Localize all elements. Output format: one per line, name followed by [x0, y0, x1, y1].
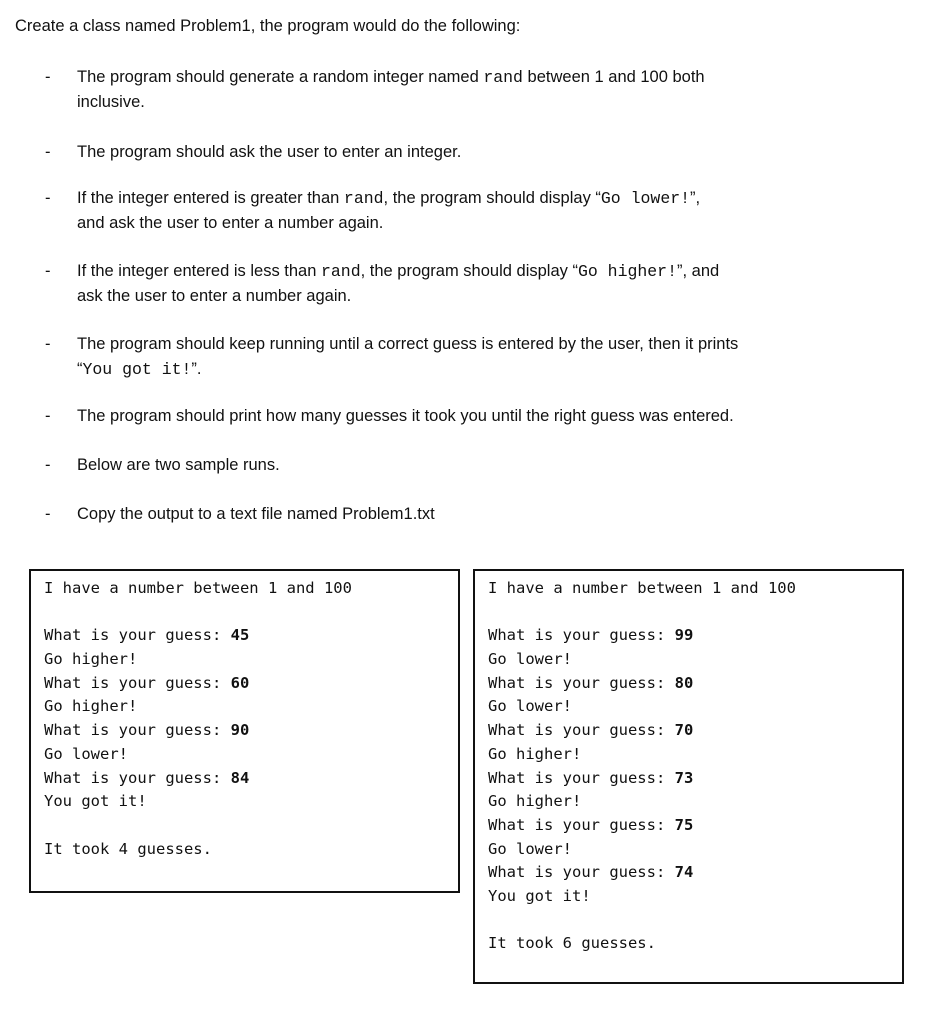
guess-line: [488, 814, 902, 838]
code-snippet: rand: [343, 189, 384, 208]
guess-value: 90: [230, 721, 250, 740]
list-item-text: [77, 332, 738, 381]
text-segment: inclusive.: [77, 92, 145, 111]
reply-line: Go higher!: [44, 650, 138, 669]
reply-line: You got it!: [44, 792, 147, 811]
run-summary: It took 4 guesses.: [44, 839, 212, 858]
list-item-text: [77, 65, 705, 114]
text-segment: , the program should display “: [383, 189, 601, 207]
text-segment: The program should print how many guesses it took you until the right guess was entered.: [77, 407, 734, 425]
reply-line: Go lower!: [44, 744, 128, 763]
guess-value: 74: [674, 863, 694, 882]
text-segment: , the program should display “: [360, 262, 578, 280]
text-line: [77, 259, 719, 284]
bullet-dash: -: [45, 68, 51, 86]
bullet-dash: -: [45, 456, 51, 474]
list-item-text: [77, 259, 719, 308]
text-segment: ”, and: [677, 262, 720, 280]
guess-line: [488, 624, 902, 648]
text-line: [77, 140, 461, 165]
sample-run-1: [29, 569, 460, 893]
text-line: [77, 357, 738, 382]
list-item-text: [77, 502, 435, 527]
reply-line: Go higher!: [488, 744, 582, 763]
bullet-dash: -: [45, 189, 51, 207]
text-line: [77, 502, 435, 527]
run-header: I have a number between 1 and 100: [488, 579, 796, 597]
text-segment: The program should keep running until a correct guess is entered by the user, then it prints: [77, 335, 739, 353]
text-line: [77, 284, 719, 309]
guess-value: 84: [230, 768, 250, 787]
guess-line: [488, 767, 902, 791]
guess-value: 99: [674, 626, 694, 645]
list-item-text: [77, 140, 461, 165]
bullet-dash: -: [45, 262, 51, 280]
guess-value: 70: [674, 721, 694, 740]
reply-line: Go higher!: [44, 697, 138, 716]
text-segment: If the integer entered is greater than: [77, 189, 344, 207]
guess-value: 80: [674, 673, 694, 692]
reply-line: Go higher!: [488, 792, 582, 811]
run-header: I have a number between 1 and 100: [44, 579, 352, 597]
text-line: [77, 211, 700, 236]
list-item-text: [77, 404, 734, 429]
reply-line: Go lower!: [488, 839, 572, 858]
problem-title: Create a class named Problem1, the program would do the following:: [15, 17, 521, 35]
guess-line: [488, 719, 902, 743]
guess-line: [44, 767, 458, 791]
text-segment: ”.: [191, 359, 202, 378]
text-line: [77, 186, 700, 211]
guess-value: 73: [674, 768, 694, 787]
guess-prompt: What is your guess:: [488, 815, 675, 834]
text-line: [77, 90, 705, 115]
text-segment: The program should generate a random integer named: [77, 68, 484, 86]
guess-line: [488, 672, 902, 696]
guess-prompt: What is your guess:: [44, 673, 231, 692]
list-item-text: [77, 453, 280, 478]
reply-line: Go lower!: [488, 650, 572, 669]
guess-line: [44, 672, 458, 696]
text-segment: ”,: [690, 189, 701, 207]
text-segment: Below are two sample runs.: [77, 456, 280, 474]
guess-prompt: What is your guess:: [488, 673, 675, 692]
text-segment: between 1 and 100 both: [522, 68, 705, 86]
text-line: [77, 65, 705, 90]
guess-value: 60: [230, 673, 250, 692]
code-snippet: rand: [483, 68, 523, 87]
text-segment: and ask the user to enter a number again.: [77, 213, 384, 232]
list-item-text: [77, 186, 700, 235]
guess-prompt: What is your guess:: [44, 768, 231, 787]
guess-prompt: What is your guess:: [488, 626, 675, 645]
text-line: [77, 332, 738, 357]
sample-run-2: [473, 569, 904, 984]
bullet-dash: -: [45, 407, 51, 425]
guess-value: 75: [674, 815, 694, 834]
code-snippet: Go lower!: [600, 189, 691, 208]
bullet-dash: -: [45, 505, 51, 523]
guess-prompt: What is your guess:: [488, 768, 675, 787]
text-segment: The program should ask the user to enter an integer.: [77, 143, 462, 161]
text-segment: ask the user to enter a number again.: [77, 286, 352, 305]
guess-line: [44, 624, 458, 648]
text-segment: If the integer entered is less than: [77, 262, 321, 280]
code-snippet: Go higher!: [577, 262, 677, 281]
text-line: [77, 404, 734, 429]
guess-prompt: What is your guess:: [44, 721, 231, 740]
code-snippet: rand: [320, 262, 361, 281]
guess-line: [488, 861, 902, 885]
reply-line: Go lower!: [488, 697, 572, 716]
guess-prompt: What is your guess:: [488, 721, 675, 740]
text-segment: “: [77, 359, 83, 378]
bullet-dash: -: [45, 143, 51, 161]
guess-line: [44, 719, 458, 743]
bullet-dash: -: [45, 335, 51, 353]
guess-value: 45: [230, 626, 250, 645]
reply-line: You got it!: [488, 886, 591, 905]
code-snippet: You got it!: [82, 359, 192, 379]
text-segment: Copy the output to a text file named Problem1.txt: [77, 505, 435, 523]
guess-prompt: What is your guess:: [488, 863, 675, 882]
guess-prompt: What is your guess:: [44, 626, 231, 645]
text-line: [77, 453, 280, 478]
run-summary: It took 6 guesses.: [488, 934, 656, 953]
